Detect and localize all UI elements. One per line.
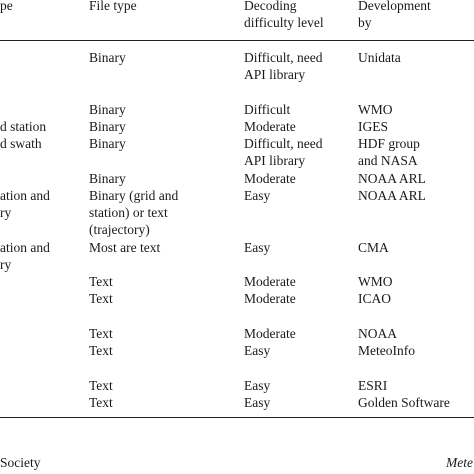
cell-development-by: IGES (358, 119, 388, 134)
cell-file-type: Binary (89, 136, 126, 151)
cell-file-type: Text (89, 326, 113, 341)
cell-development-by: and NASA (358, 153, 418, 168)
cell-development-by: ESRI (358, 378, 388, 393)
cell-file-type: Text (89, 291, 113, 306)
header-data-type: pe (0, 0, 13, 13)
cell-data-type: ry (0, 257, 12, 272)
footer-society-text: Society (0, 455, 41, 470)
cell-decoding-difficulty: Difficult, need (244, 136, 323, 151)
cell-development-by: NOAA (358, 326, 397, 341)
table-top-rule (0, 40, 474, 41)
header-decoding-difficulty-line-2: difficulty level (244, 15, 324, 30)
cell-data-type: d swath (0, 136, 42, 151)
cell-file-type: Binary (89, 102, 126, 117)
header-development-by-line-2: by (358, 15, 372, 30)
cell-development-by: NOAA ARL (358, 171, 426, 186)
cell-file-type: Text (89, 274, 113, 289)
header-decoding-difficulty-line-1: Decoding (244, 0, 297, 13)
cell-file-type: Most are text (89, 240, 161, 255)
cell-decoding-difficulty: Moderate (244, 326, 296, 341)
cell-file-type: Text (89, 343, 113, 358)
cell-decoding-difficulty: Easy (244, 343, 271, 358)
header-file-type: File type (89, 0, 137, 13)
cell-file-type: Binary (89, 171, 126, 186)
cell-data-type: ation and (0, 188, 50, 203)
cell-file-type: (trajectory) (89, 222, 150, 237)
cell-decoding-difficulty: Easy (244, 188, 271, 203)
cell-development-by: WMO (358, 274, 393, 289)
cell-data-type: d station (0, 119, 47, 134)
cell-development-by: HDF group (358, 136, 420, 151)
cell-decoding-difficulty: API library (244, 153, 306, 168)
cell-decoding-difficulty: Easy (244, 395, 271, 410)
cell-decoding-difficulty: Moderate (244, 274, 296, 289)
cell-decoding-difficulty: Easy (244, 378, 271, 393)
cell-development-by: ICAO (358, 291, 391, 306)
cell-development-by: CMA (358, 240, 389, 255)
cell-development-by: NOAA ARL (358, 188, 426, 203)
cell-decoding-difficulty: Easy (244, 240, 271, 255)
cell-decoding-difficulty: Moderate (244, 291, 296, 306)
cell-data-type: ation and (0, 240, 50, 255)
cell-file-type: Binary (89, 119, 126, 134)
cell-file-type: station) or text (89, 205, 168, 220)
cell-decoding-difficulty: Difficult (244, 102, 291, 117)
cell-file-type: Text (89, 378, 113, 393)
cell-decoding-difficulty: Moderate (244, 171, 296, 186)
cell-file-type: Text (89, 395, 113, 410)
cell-decoding-difficulty: Moderate (244, 119, 296, 134)
cell-data-type: ry (0, 205, 12, 220)
footer-journal-text: Mete (446, 455, 473, 470)
cell-development-by: Golden Software (358, 395, 450, 410)
cell-development-by: MeteoInfo (358, 343, 415, 358)
table-bottom-rule (0, 417, 474, 418)
cell-decoding-difficulty: Difficult, need (244, 50, 323, 65)
header-development-by-line-1: Development (358, 0, 431, 13)
cell-decoding-difficulty: API library (244, 67, 306, 82)
cell-file-type: Binary (grid and (89, 188, 179, 203)
cell-development-by: WMO (358, 102, 393, 117)
cell-development-by: Unidata (358, 50, 401, 65)
cell-file-type: Binary (89, 50, 126, 65)
